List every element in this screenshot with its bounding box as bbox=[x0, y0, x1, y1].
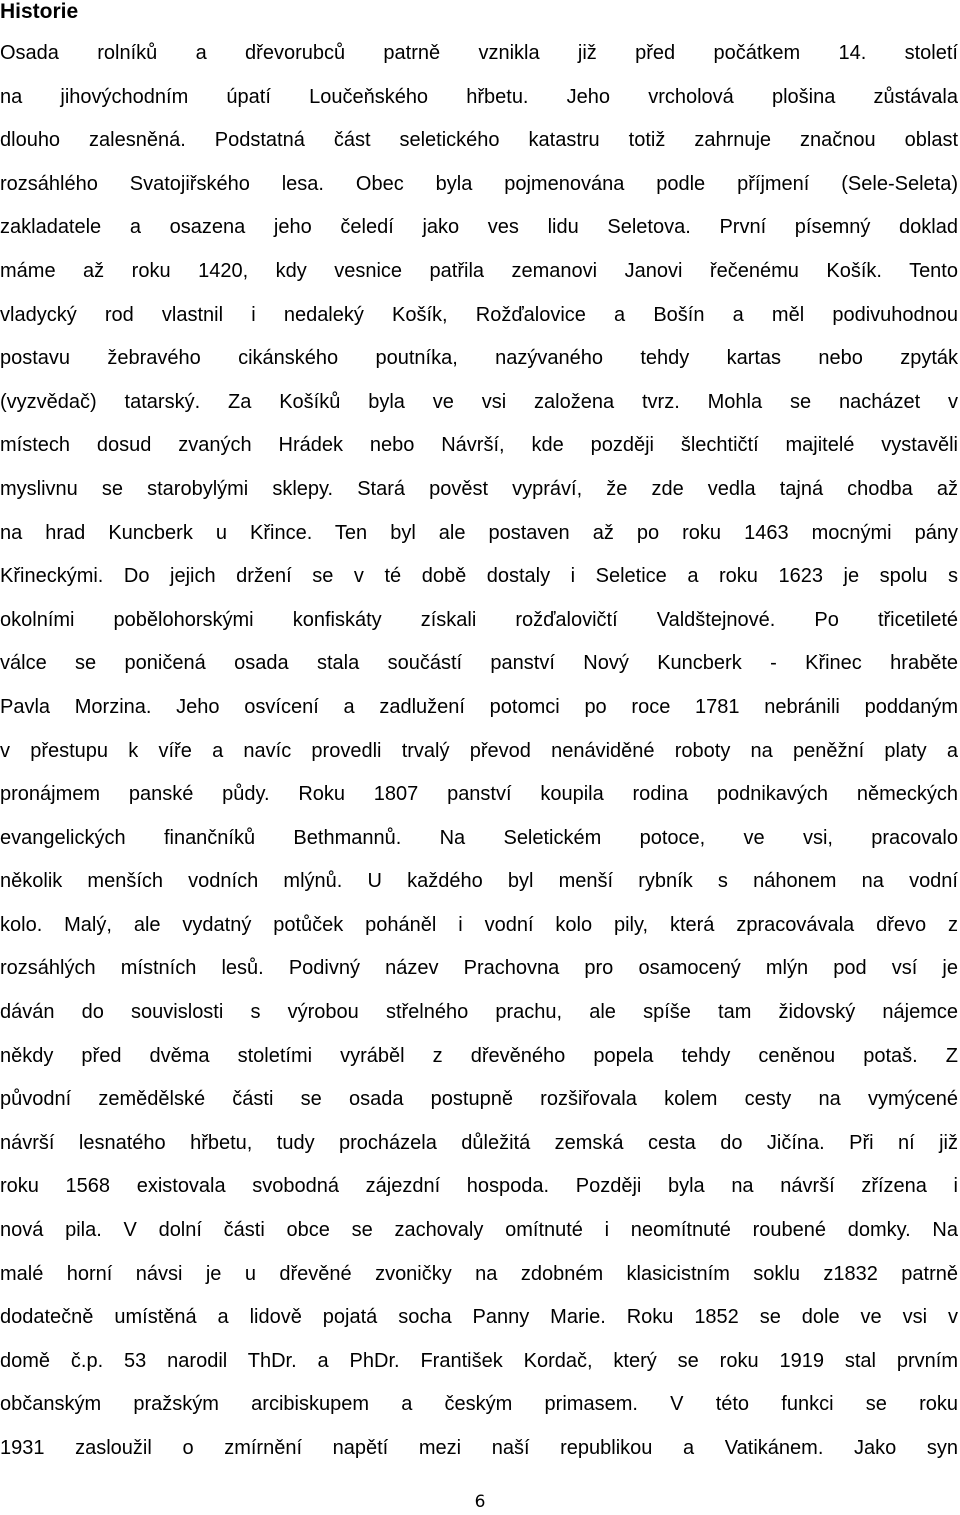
text-line: 1931 zasloužil o zmírnění napětí mezi naší republikou a Vatikánem. Jako syn bbox=[0, 1437, 958, 1459]
body-paragraph bbox=[0, 32, 958, 1471]
text-line: válce se poničená osada stala součástí panství Nový Kuncberk - Křinec hraběte bbox=[0, 652, 958, 675]
text-line: postavu žebravého cikánského poutníka, nazývaného tehdy kartas nebo zpyták bbox=[0, 347, 958, 370]
text-line: kolo. Malý, ale vydatný potůček poháněl i vodní kolo pily, která zpracovávala dřevo z bbox=[0, 913, 958, 936]
text-line: Křineckými. Do jejich držení se v té době dostaly i Seletice a roku 1623 je spolu s bbox=[0, 565, 958, 588]
text-line: dodatečně umístěná a lidově pojatá socha Panny Marie. Roku 1852 se dole ve vsi v bbox=[0, 1306, 958, 1329]
text-line: malé horní návsi je u dřevěné zvoničky na zdobném klasicistním soklu z1832 patrně bbox=[0, 1262, 958, 1285]
text-line: dáván do souvislosti s výrobou střelného prachu, ale spíše tam židovský nájemce bbox=[0, 1001, 958, 1024]
text-line: máme až roku 1420, kdy vesnice patřila zemanovi Janovi řečenému Košík. Tento bbox=[0, 259, 958, 282]
text-line: návrší lesnatého hřbetu, tudy procházela důležitá zemská cesta do Jičína. Při ní již bbox=[0, 1131, 958, 1154]
text-line: Osada rolníků a dřevorubců patrně vznikla již před počátkem 14. století bbox=[0, 42, 958, 64]
text-line: zakladatele a osazena jeho čeledí jako ves lidu Seletova. První písemný doklad bbox=[0, 216, 958, 239]
text-line: někdy před dvěma stoletími vyráběl z dřevěného popela tehdy ceněnou potaš. Z bbox=[0, 1044, 958, 1067]
text-line: nová pila. V dolní části obce se zachovaly omítnuté i neomítnuté roubené domky. Na bbox=[0, 1219, 958, 1242]
text-line: domě č.p. 53 narodil ThDr. a PhDr. František Kordač, který se roku 1919 stal prvním bbox=[0, 1349, 958, 1372]
text-line: vladycký rod vlastnil i nedaleký Košík, Rožďalovice a Bošín a měl podivuhodnou bbox=[0, 303, 958, 326]
text-line: rozsáhlých místních lesů. Podivný název Prachovna pro osamocený mlýn pod vsí je bbox=[0, 957, 958, 980]
text-line: myslivnu se starobylými sklepy. Stará pověst vypráví, že zde vedla tajná chodba až bbox=[0, 477, 958, 500]
text-line: na hrad Kuncberk u Křince. Ten byl ale postaven až po roku 1463 mocnými pány bbox=[0, 521, 958, 544]
text-line: občanským pražským arcibiskupem a českým primasem. V této funkci se roku bbox=[0, 1393, 958, 1416]
section-heading: Historie bbox=[0, 0, 79, 23]
text-line: na jihovýchodním úpatí Loučeňského hřbetu. Jeho vrcholová plošina zůstávala bbox=[0, 85, 958, 108]
text-line: okolními pobělohorskými konfiskáty získali rožďalovičtí Valdštejnové. Po třicetileté bbox=[0, 608, 958, 631]
text-line: místech dosud zvaných Hrádek nebo Návrší, kde později šlechtičtí majitelé vystavěli bbox=[0, 434, 958, 457]
page-number: 6 bbox=[474, 1492, 486, 1512]
text-line: (vyzvědač) tatarský. Za Košíků byla ve vsi založena tvrz. Mohla se nacházet v bbox=[0, 390, 958, 413]
text-line: původní zemědělské části se osada postupně rozšiřovala kolem cesty na vymýcené bbox=[0, 1088, 958, 1111]
text-line: roku 1568 existovala svobodná zájezdní hospoda. Později byla na návrší zřízena i bbox=[0, 1175, 958, 1198]
text-line: rozsáhlého Svatojiřského lesa. Obec byla pojmenována podle příjmení (Sele-Seleta) bbox=[0, 172, 958, 195]
text-line: evangelických finančníků Bethmannů. Na Seletickém potoce, ve vsi, pracovalo bbox=[0, 826, 958, 849]
text-line: pronájmem panské půdy. Roku 1807 panství koupila rodina podnikavých německých bbox=[0, 783, 958, 806]
text-line: dlouho zalesněná. Podstatná část seletického katastru totiž zahrnuje značnou oblast bbox=[0, 129, 958, 152]
text-line: několik menších vodních mlýnů. U každého byl menší rybník s náhonem na vodní bbox=[0, 870, 958, 893]
text-line: Pavla Morzina. Jeho osvícení a zadlužení potomci po roce 1781 nebránili poddaným bbox=[0, 695, 958, 718]
text-line: v přestupu k víře a navíc provedli trvalý převod nenáviděné roboty na peněžní platy a bbox=[0, 739, 958, 762]
